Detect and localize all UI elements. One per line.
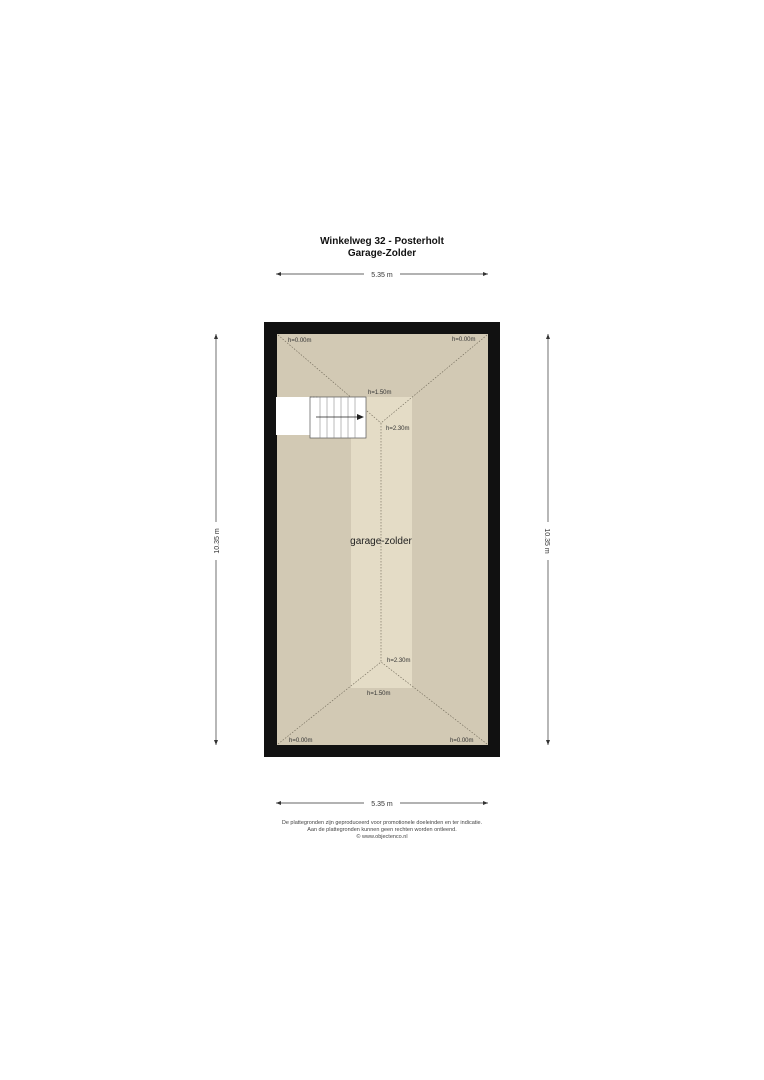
disclaimer-line-2: Aan de plattegronden kunnen geen rechten worden ontleend. (307, 827, 457, 833)
plan-title-address: Winkelweg 32 - Posterholt (320, 236, 444, 247)
room-name-label: garage-zolder (350, 536, 412, 547)
plan-title-floor: Garage-Zolder (347, 248, 417, 259)
height-label-bottom-mid-150: h=1.50m (367, 691, 391, 697)
dimension-left (211, 334, 221, 745)
staircase (310, 397, 366, 438)
height-label-bottom-right: h=0.00m (450, 738, 474, 744)
dimension-left-label: 10.35 m (214, 528, 221, 554)
dimension-bottom-label: 5.35 m (371, 801, 393, 808)
dimension-bottom (276, 798, 488, 808)
height-label-bottom-left: h=0.00m (289, 738, 313, 744)
height-label-top-left: h=0.00m (288, 338, 312, 344)
disclaimer-line-1: De plattegronden zijn geproduceerd voor promotionele doeleinden en ter indicatie. (281, 820, 483, 826)
height-label-bottom-mid-230: h=2.30m (387, 658, 411, 664)
dimension-right-label: 10.35 m (543, 528, 550, 554)
disclaimer-line-3: © www.objectenco.nl (356, 834, 408, 840)
dimension-top-label: 5.35 m (371, 272, 393, 279)
dimension-top (276, 269, 488, 279)
height-label-top-mid-230: h=2.30m (386, 426, 410, 432)
height-label-top-mid-150: h=1.50m (368, 390, 392, 396)
height-label-top-right: h=0.00m (452, 337, 476, 343)
dimension-right (543, 334, 553, 745)
stair-landing (276, 397, 310, 435)
